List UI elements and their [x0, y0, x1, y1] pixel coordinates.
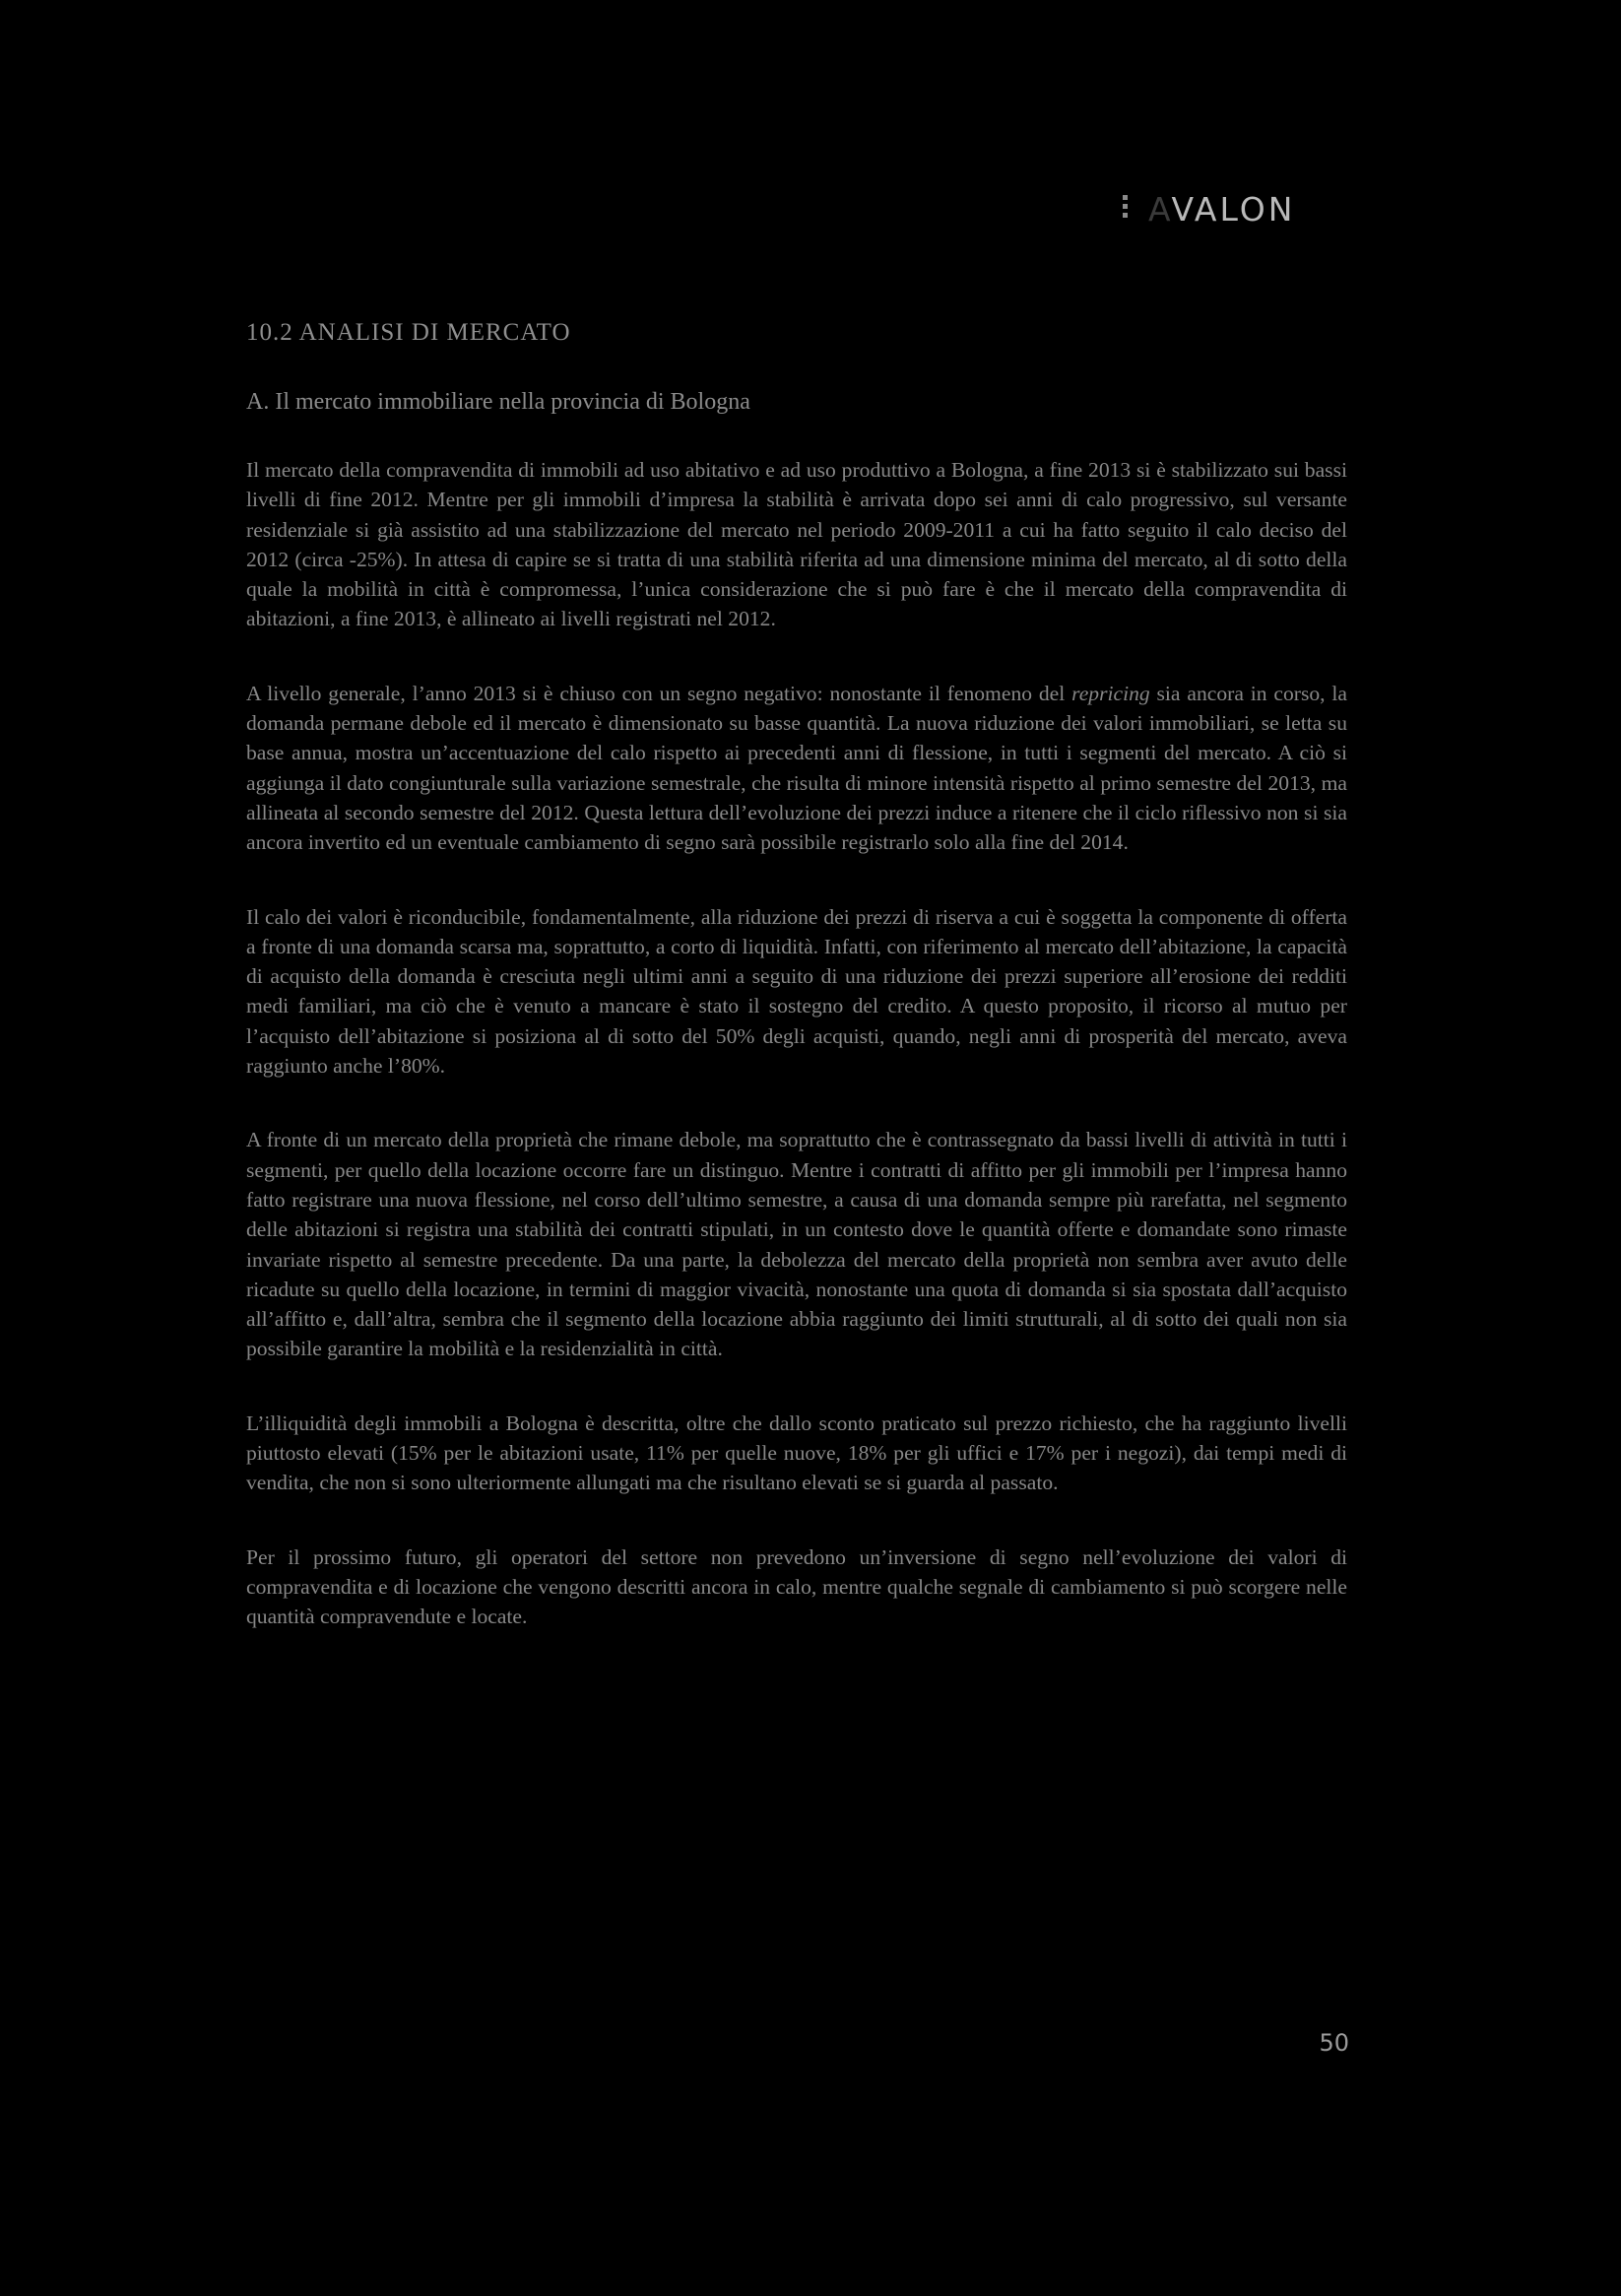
- paragraph-3: Il calo dei valori è riconducibile, fondamentalmente, alla riduzione dei prezzi di riserva a cui è soggetta la componente di offerta a fronte di una domanda scarsa ma, soprattutto, a corto di liquidità. Infatti, con riferimento al mercato dell’abitazione, la capacità di acquisto della domanda è cresciuta negli ultimi anni a seguito di una riduzione dei prezzi superiore all’erosione dei redditi medi familiari, ma ciò che è venuto a mancare è stato il sostegno del credito. A questo proposito, il ricorso al mutuo per l’acquisto dell’abitazione si posiziona al di sotto del 50% degli acquisti, quando, negli anni di prosperità del mercato, aveva raggiunto anche l’80%.: [246, 904, 1347, 1079]
- document-body: [246, 317, 1347, 1676]
- paragraph-6: Per il prossimo futuro, gli operatori del settore non prevedono un’inversione di segno nell’evoluzione dei valori di compravendita e di locazione che vengono descritti ancora in calo, mentre qualche segnale di cambiamento si può scorgere nelle quantità compravendute e locate.: [246, 1544, 1347, 1629]
- paragraph-2-part-1: A livello generale, l’anno 2013 si è chiuso con un segno negativo: nonostante il fenomeno del: [246, 681, 1072, 705]
- logo-main: VALON: [1171, 190, 1296, 229]
- logo-mark-icon: [1123, 195, 1131, 219]
- logo-prefix: A: [1148, 190, 1172, 229]
- paragraph-4: A fronte di un mercato della proprietà che rimane debole, ma soprattutto che è contrassegnato da bassi livelli di attività in tutti i segmenti, per quello della locazione occorre fare un distinguo. Mentre i contratti di affitto per gli immobili per l’impresa hanno fatto registrare una nuova flessione, nel corso dell’ultimo semestre, a causa di una domanda sempre più rarefatta, nel segmento delle abitazioni si registra una stabilità dei contratti stipulati, in un contesto dove le quantità offerte e domandate sono rimaste invariate rispetto al semestre precedente. Da una parte, la debolezza del mercato della proprietà non sembra aver avuto delle ricadute su quello della locazione, in termini di maggior vivacità, nonostante una quota di domanda si sia spostata dall’acquisto all’affitto e, dall’altra, sembra che il segmento della locazione abbia raggiunto dei limiti strutturali, al di sotto dei quali non sia possibile garantire la mobilità e la residenzialità in città.: [246, 1128, 1347, 1361]
- subsection-title: A. Il mercato immobiliare nella provincia di Bologna: [246, 389, 750, 415]
- page-number: 50: [1319, 2029, 1349, 2057]
- paragraph-5: L’illiquidità degli immobili a Bologna è descritta, oltre che dallo sconto praticato sul prezzo richiesto, che ha raggiunto livelli piuttosto elevati (15% per le abitazioni usate, 11% per quelle nuove, 18% per gli uffici e 17% per i negozi), dai tempi medi di vendita, che non si sono ulteriormente allungati ma che risultano elevati se si guarda al passato.: [246, 1410, 1347, 1495]
- company-logo: [1123, 185, 1339, 234]
- paragraph-1: Il mercato della compravendita di immobili ad uso abitativo e ad uso produttivo a Bologna, a fine 2013 si è stabilizzato sui bassi livelli di fine 2012. Mentre per gli immobili d’impresa la stabilità è arrivata dopo sei anni di calo progressivo, sul versante residenziale si già assistito ad una stabilizzazione del mercato nel periodo 2009-2011 a cui ha fatto seguito il calo deciso del 2012 (circa -25%). In attesa di capire se si tratta di una stabilità riferita ad una dimensione minima del mercato, al di sotto della quale la mobilità in città è compromessa, l’unica considerazione che si può fare è che il mercato della compravendita di abitazioni, a fine 2013, è allineato ai livelli registrati nel 2012.: [246, 458, 1347, 631]
- section-title: 10.2 ANALISI DI MERCATO: [246, 319, 571, 346]
- paragraph-2-italic-term: repricing: [1071, 681, 1150, 705]
- logo-wordmark: [1148, 185, 1295, 234]
- paragraph-2-part-2: sia ancora in corso, la domanda permane debole ed il mercato è dimensionato su basse quantità. La nuova riduzione dei valori immobiliari, se letta su base annua, mostra un’accentuazione del calo rispetto ai precedenti anni di flessione, in tutti i segmenti del mercato. A ciò si aggiunga il dato congiunturale sulla variazione semestrale, che risulta di minore intensità rispetto al primo semestre del 2013, ma allineata al secondo semestre del 2012. Questa lettura dell’evoluzione dei prezzi induce a ritenere che il ciclo riflessivo non si sia ancora invertito ed un eventuale cambiamento di segno sarà possibile registrarlo solo alla fine del 2014.: [246, 681, 1347, 855]
- paragraph-2: [246, 679, 1347, 858]
